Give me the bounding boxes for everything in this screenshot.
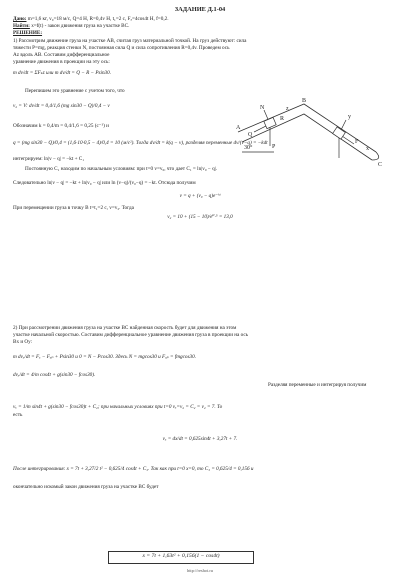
constant-c1: Постоянную C₁ находим по начальным условиям: при t=0 v=v₀, что дает C₁ = ln|v₀ − q|. — [25, 166, 218, 172]
final-intro: окончательно искомый закон движения груза на участке BC будет — [13, 484, 159, 490]
integration-result: После интегрирования: x = 7t + 3,27/2 t² − 0,625/4 cos4t + C₃. Так как при t=0 x=0, то C₃ = 0,625/4 = 0,156 и — [13, 466, 254, 472]
find-label: Найти: — [13, 23, 30, 29]
label-x: x — [366, 146, 369, 152]
label-z: z — [286, 106, 289, 112]
part2-line-3: Bx и Oy: — [13, 339, 33, 345]
log-relation: Следовательно ln|v − q| = −kt + ln|v₀ − q| или ln (v−q)/(v₀−q) = −kt. Отсюда получим — [13, 180, 196, 186]
equation-vx-final: vₓ = dx/dt = 0,625sin4t + 3,27t + 7. — [162, 436, 238, 442]
label-q: Q — [248, 132, 253, 138]
equation-vx: vₓ = 1/m sin4t + g(sin30 − fcos30)t + C₂; при начальных условиях при t=0 vₓ=v₂ = C₂ = v₂ = 7. То — [13, 404, 223, 410]
incline-tube — [238, 104, 379, 160]
answer-law: x = 7t + 1,63t² + 0,156(1 − cos4t) — [142, 553, 220, 559]
label-angle: 30° — [244, 145, 253, 151]
est-word: есть — [13, 412, 23, 418]
velocity-at-b: v₂ = 10 + (15 − 10)/e⁰·⁵ = 13,0 — [167, 214, 233, 220]
label-n: N — [260, 105, 265, 111]
rewrite-note: Перепишем это уравнение с учетом того, что — [25, 88, 125, 94]
part2-line-2: участке начальной скоростью. Составим дифференциальное уравнение движения груза в проекции на ось — [13, 332, 249, 338]
given-line — [13, 16, 393, 22]
incline-figure — [234, 96, 386, 170]
label-a: A — [236, 125, 241, 131]
find-line — [13, 23, 393, 29]
given-label: Дано: — [13, 16, 27, 22]
part1-line-4: уравнение движения в проекции на эту ось: — [13, 59, 110, 65]
find-text: x=f(t) - закон движения груза на участке BC. — [31, 23, 130, 29]
solution-label: РЕШЕНИЕ: — [13, 30, 43, 36]
footer-url[interactable]: http://reshot.ru — [187, 568, 213, 573]
label-y: y — [348, 114, 351, 120]
part1-line-1: 1) Рассмотрим движение груза на участке AB, считая груз материальной точкой. На груз действуют: сила — [13, 38, 247, 44]
given-values: m=1,6 кг, v₀=18 м/с, Q=4 Н, R=0,4v Н, t₁=2 с, Fₓ=4cos4t Н, f=0,2. — [27, 16, 169, 22]
equation-q: q = (mg sin30 − Q)/0,4 = (1,6·10·0,5 − 4)/0,4 = 10 (м/с²). Тогда dv/dt = k(q − v), разделяя переменные dv/(v−q) = −kdt — [13, 140, 268, 146]
equation-motion-ab: m dv/dt = ΣFₖz или m dv/dt = Q − R − Psin30. — [13, 70, 112, 76]
notation-k: Обозначим k = 0,4/m = 0,4/1,6 = 0,25 (с⁻¹) и — [13, 123, 109, 129]
label-c: C — [378, 162, 383, 168]
integration-line: интегрируем: ln|v − q| = −kt + C₁ — [13, 156, 85, 162]
label-b: B — [302, 98, 307, 104]
cargo-block-ab — [264, 117, 276, 128]
part1-line-2: тяжести P=mg, реакция стенки N, постоянная сила Q и сила сопротивления R=0,4v. Проведем ось — [13, 45, 230, 51]
label-f: F — [355, 139, 359, 145]
label-p: P — [272, 144, 276, 150]
part1-line-3: Az вдоль AB. Составим дифференциальное — [13, 52, 110, 58]
equation-motion-bc: m dvₓ/dt = Fₓ − Fᵤₚ + Psin30 и 0 = N − Pcos30. Здесь N = mgcos30 и Fᵤₚ = fmgcos30. — [13, 354, 197, 360]
equation-dv-dt: v₂ = V: dv/dt = 0,4/1,6 (mg sin30 − Q)/0,4 − v — [13, 103, 110, 109]
velocity-law-ab: v = q + (v₀ − q)e⁻ᵏᵗ — [179, 193, 221, 199]
label-r: R — [280, 116, 285, 122]
separate-note: Разделяя переменные и интегрируя получим — [268, 382, 367, 388]
page-title: ЗАДАНИЕ Д.1-04 — [174, 7, 226, 13]
point-b-note: При перемещении груза в точку B t=t₁=2 с, v=v₂. Тогда — [13, 205, 134, 211]
part2-line-1: 2) При рассмотрении движения груза на участке BC найденная скорость будет для движения на этом — [13, 325, 237, 331]
equation-dvx-dt: dvₓ/dt = 4/m cos4t + g(sin30 − fcos30). — [13, 372, 96, 378]
